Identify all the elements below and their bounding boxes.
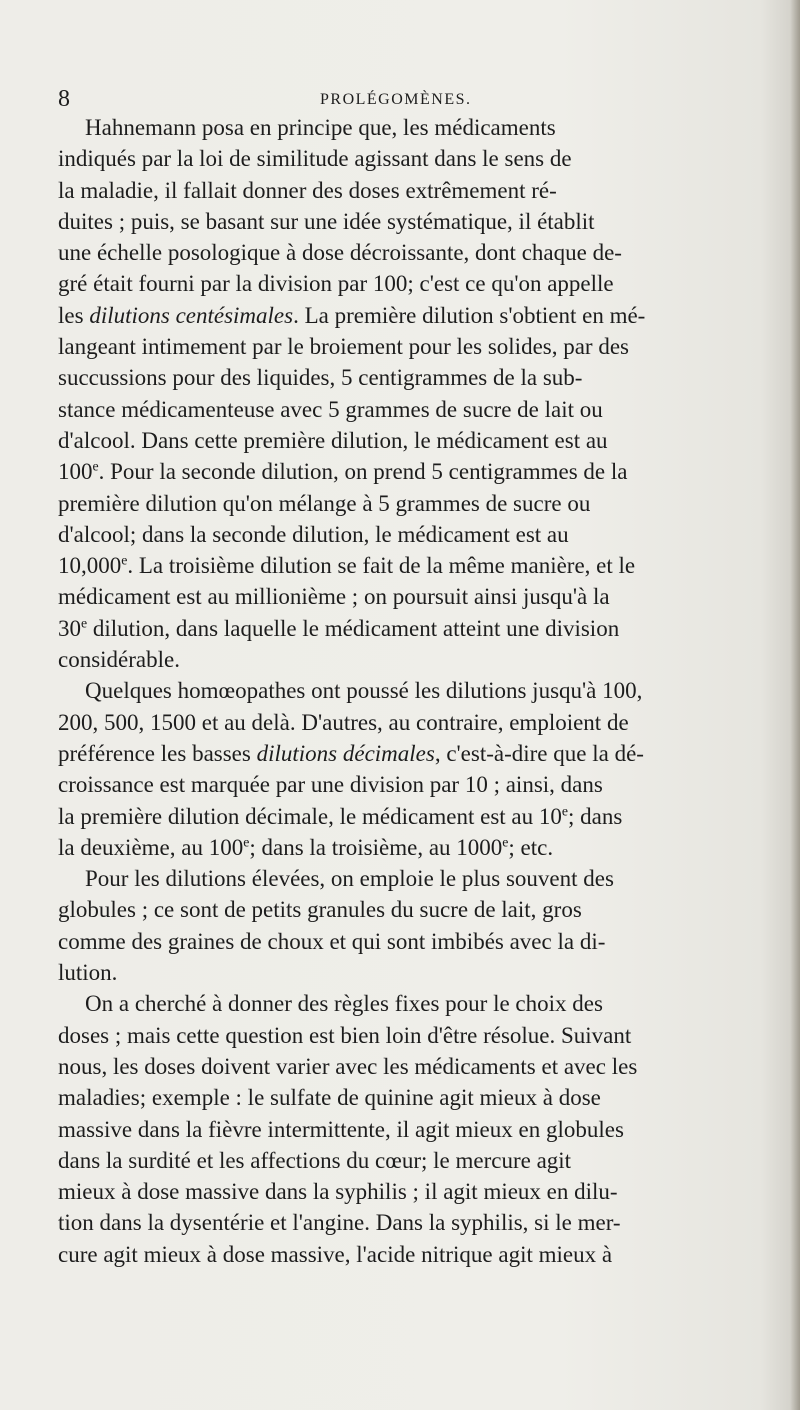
superscript: e: [243, 834, 250, 850]
text-line: [58, 832, 738, 863]
text-fragment: les: [58, 302, 90, 328]
text-line: [58, 550, 738, 581]
page-number: 8: [58, 86, 70, 112]
text-line: [58, 456, 738, 487]
superscript: e: [121, 552, 128, 568]
text-line: dans la surdité et les affections du cœur; le mercure agit: [58, 1147, 572, 1173]
superscript: e: [92, 458, 99, 474]
text-line: maladies; exemple : le sulfate de quinine agit mieux à dose: [58, 1085, 601, 1111]
text-line: Pour les dilutions élevées, on emploie le plus souvent des: [85, 866, 614, 892]
text-line: indiqués par la loi de similitude agissant dans le sens de: [58, 146, 572, 172]
text-fragment: , c'est-à-dire que la dé-: [434, 740, 644, 766]
text-line: lution.: [58, 960, 118, 986]
text-line: doses ; mais cette question est bien loin d'être résolue. Suivant: [58, 1022, 632, 1048]
text-line: considérable.: [58, 647, 180, 673]
text-fragment: dilution, dans laquelle le médicament atteint une division: [87, 615, 620, 641]
body-text: [58, 112, 738, 1270]
text-line: d'alcool. Dans cette première dilution, le médicament est au: [58, 427, 608, 453]
text-line: médicament est au millionième ; on poursuit ainsi jusqu'à la: [58, 584, 610, 610]
text-line: [58, 613, 738, 644]
italic-term: dilutions décimales: [256, 740, 435, 766]
text-line: la maladie, il fallait donner des doses extrêmement ré-: [58, 177, 557, 203]
text-fragment: la deuxième, au 100: [58, 834, 244, 860]
text-fragment: la première dilution décimale, le médicament est au 10: [58, 803, 562, 829]
text-fragment: 100: [58, 459, 93, 485]
text-line: [58, 300, 738, 331]
text-line: [58, 738, 738, 769]
text-line: d'alcool; dans la seconde dilution, le médicament est au: [58, 521, 569, 547]
text-line: stance médicamenteuse avec 5 grammes de sucre de lait ou: [58, 396, 603, 422]
text-line: duites ; puis, se basant sur une idée systématique, il établit: [58, 208, 595, 234]
text-fragment: . La troisième dilution se fait de la même manière, et le: [127, 553, 636, 579]
superscript: e: [81, 615, 88, 631]
text-line: Quelques homœopathes ont poussé les dilutions jusqu'à 100,: [85, 678, 643, 704]
text-fragment: ; dans: [568, 803, 623, 829]
text-line: cure agit mieux à dose massive, l'acide nitrique agit mieux à: [58, 1241, 613, 1267]
text-line: globules ; ce sont de petits granules du sucre de lait, gros: [58, 897, 582, 923]
text-fragment: . Pour la seconde dilution, on prend 5 centigrammes de la: [98, 459, 628, 485]
page-edge-shadow: [790, 0, 800, 1410]
text-fragment: . La première dilution s'obtient en mé-: [293, 302, 646, 328]
text-line: [58, 801, 738, 832]
text-line: langeant intimement par le broiement pour les solides, par des: [58, 334, 630, 360]
text-line: gré était fourni par la division par 100; c'est ce qu'on appelle: [58, 271, 614, 297]
italic-term: dilutions centésimales: [89, 302, 294, 328]
text-line: croissance est marquée par une division par 10 ; ainsi, dans: [58, 772, 603, 798]
text-fragment: préférence les basses: [58, 740, 257, 766]
text-line: tion dans la dysentérie et l'angine. Dans la syphilis, si le mer-: [58, 1210, 621, 1236]
text-line: On a cherché à donner des règles fixes pour le choix des: [85, 991, 603, 1017]
text-line: nous, les doses doivent varier avec les médicaments et avec les: [58, 1053, 638, 1079]
running-head: PROLÉGOMÈNES.: [320, 91, 472, 108]
text-fragment: ; dans la troisième, au 1000: [249, 834, 503, 860]
text-line: une échelle posologique à dose décroissante, dont chaque de-: [58, 240, 622, 266]
text-line: massive dans la fièvre intermittente, il agit mieux en globules: [58, 1116, 624, 1142]
text-line: première dilution qu'on mélange à 5 grammes de sucre ou: [58, 490, 591, 516]
text-line: comme des graines de choux et qui sont imbibés avec la di-: [58, 928, 606, 954]
superscript: e: [561, 802, 569, 818]
text-fragment: ; etc.: [508, 834, 554, 860]
text-line: Hahnemann posa en principe que, les médicaments: [85, 115, 556, 140]
text-fragment: 30: [58, 615, 81, 641]
text-fragment: 10,000: [58, 553, 122, 579]
text-line: succussions pour des liquides, 5 centigrammes de la sub-: [58, 365, 583, 391]
superscript: e: [502, 834, 509, 850]
text-line: mieux à dose massive dans la syphilis ; il agit mieux en dilu-: [58, 1179, 618, 1205]
text-line: 200, 500, 1500 et au delà. D'autres, au contraire, emploient de: [58, 709, 629, 735]
